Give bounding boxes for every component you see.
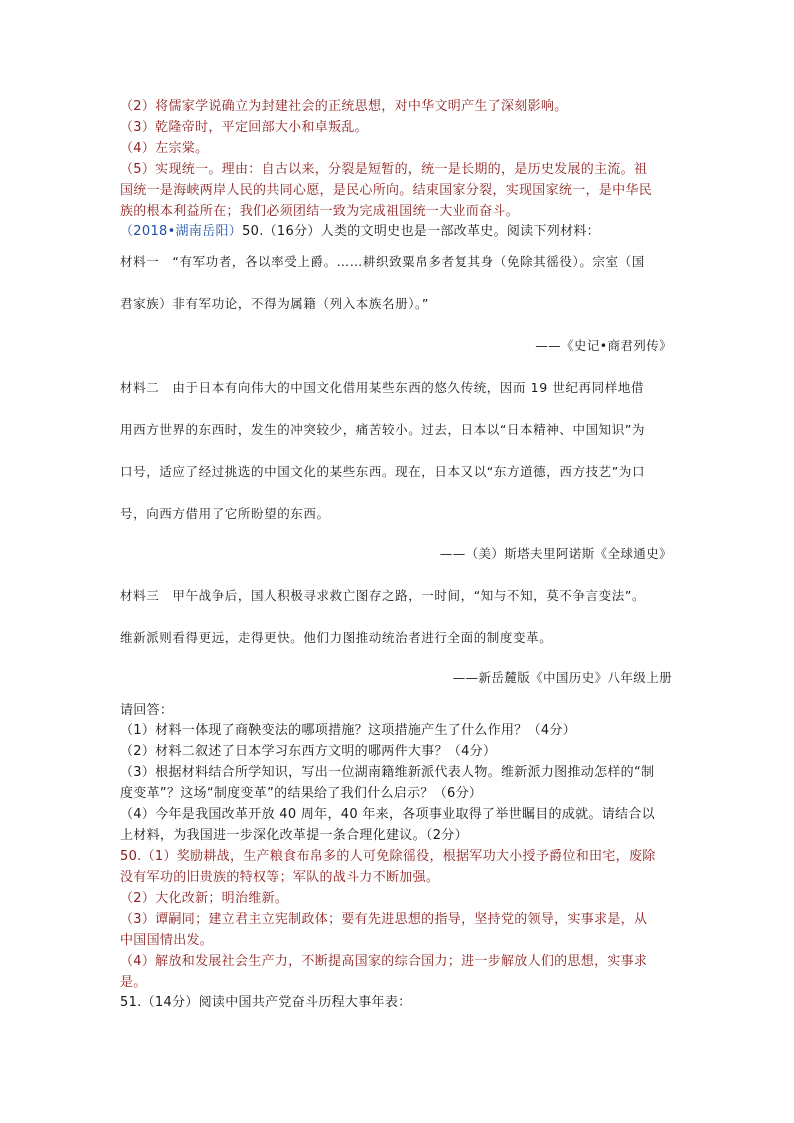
material-1-source: ——《史记•商君列传》: [535, 338, 672, 353]
answer-50-4-line2: 是。: [120, 975, 147, 990]
material-1-line2: 君家族）非有军功论，不得为属籍（列入本族名册）。”: [120, 296, 429, 311]
answer-49-4: （4）左宗棠。: [120, 141, 209, 156]
answer-50-2: （2）大化改新；明治维新。: [120, 891, 289, 906]
question-51-header: 51.（14分）阅读中国共产党奋斗历程大事年表：: [120, 995, 412, 1010]
material-2-line3: 口号，适应了经过挑选的中国文化的某些东西。现在，日本又以“东方道德，西方技艺”为口: [120, 464, 646, 479]
answer-50-3-line2: 中国国情出发。: [120, 933, 214, 948]
answer-50-4-line1: （4）解放和发展社会生产力，不断提高国家的综合国力；进一步解放人们的思想，实事求: [120, 954, 648, 969]
material-3-source: ——新岳麓版《中国历史》八年级上册: [452, 670, 672, 685]
material-2-source: ——（美）斯塔夫里阿诺斯《全球通史》: [439, 546, 672, 561]
question-50-4-line2: 上材料，为我国进一步深化改革提一条合理化建议。（2分）: [120, 828, 468, 843]
answer-49-5-line2: 国统一是海峡两岸人民的共同心愿，是民心所向。结束国家分裂，实现国家统一，是中华民: [120, 183, 653, 198]
material-1-line1: 材料一 “有军功者，各以率受上爵。……耕织致粟帛多者复其身（免除其徭役）。宗室（国: [120, 254, 645, 269]
answer-49-2: （2）将儒家学说确立为封建社会的正统思想，对中华文明产生了深刻影响。: [120, 99, 568, 114]
answer-50-3-line1: （3）谭嗣同；建立君主立宪制政体；要有先进思想的指导，坚持党的领导，实事求是，从: [120, 912, 648, 927]
question-50-3-line2: 度变革”？这场“制度变革”的结果给了我们什么启示？（6分）: [120, 786, 483, 801]
answer-49-5-line1: （5）实现统一。理由：自古以来，分裂是短暂的，统一是长期的，是历史发展的主流。祖: [120, 162, 648, 177]
material-2-line4: 号，向西方借用了它所盼望的东西。: [120, 506, 330, 521]
material-3-line1: 材料三 甲午战争后，国人积极寻求救亡图存之路，一时间，“知与不知，莫不争言变法”。: [120, 588, 646, 603]
question-50-title: 50.（16分）人类的文明史也是一部改革史。阅读下列材料：: [242, 224, 600, 239]
please-answer: 请回答：: [120, 703, 174, 718]
material-2-line1: 材料二 由于日本有向伟大的中国文化借用某些东西的悠久传统，因而 19 世纪再同样地借: [120, 380, 645, 395]
material-3-line2: 维新派则看得更远，走得更快。他们力图推动统治者进行全面的制度变革。: [120, 630, 553, 645]
source-tag: （2018•湖南岳阳）: [120, 224, 243, 239]
answer-50-1-line1: 50.（1）奖励耕战，生产粮食布帛多的人可免除徭役，根据军功大小授予爵位和田宅，废除: [120, 849, 656, 864]
question-50-1: （1）材料一体现了商鞅变法的哪项措施？这项措施产生了什么作用？（4分）: [120, 723, 577, 738]
question-50-3-line1: （3）根据材料结合所学知识，写出一位湖南籍维新派代表人物。维新派力图推动怎样的“制: [120, 765, 655, 780]
material-2-line2: 用西方世界的东西时，发生的冲突较少，痛苦较小。过去，日本以“日本精神、中国知识”为: [120, 422, 646, 437]
question-50-4-line1: （4）今年是我国改革开放 40 周年，40 年来，各项事业取得了举世瞩目的成就。请结合以: [120, 807, 655, 822]
question-50-2: （2）材料二叙述了日本学习东西方文明的哪两件大事？（4分）: [120, 744, 497, 759]
answer-50-1-line2: 没有军功的旧贵族的特权等；军队的战斗力不断加强。: [120, 870, 440, 885]
answer-49-3: （3）乾隆帝时，平定回部大小和卓叛乱。: [120, 120, 368, 135]
question-50-header: [120, 223, 600, 241]
answer-49-5-line3: 族的根本利益所在；我们必须团结一致为完成祖国统一大业而奋斗。: [120, 204, 520, 219]
